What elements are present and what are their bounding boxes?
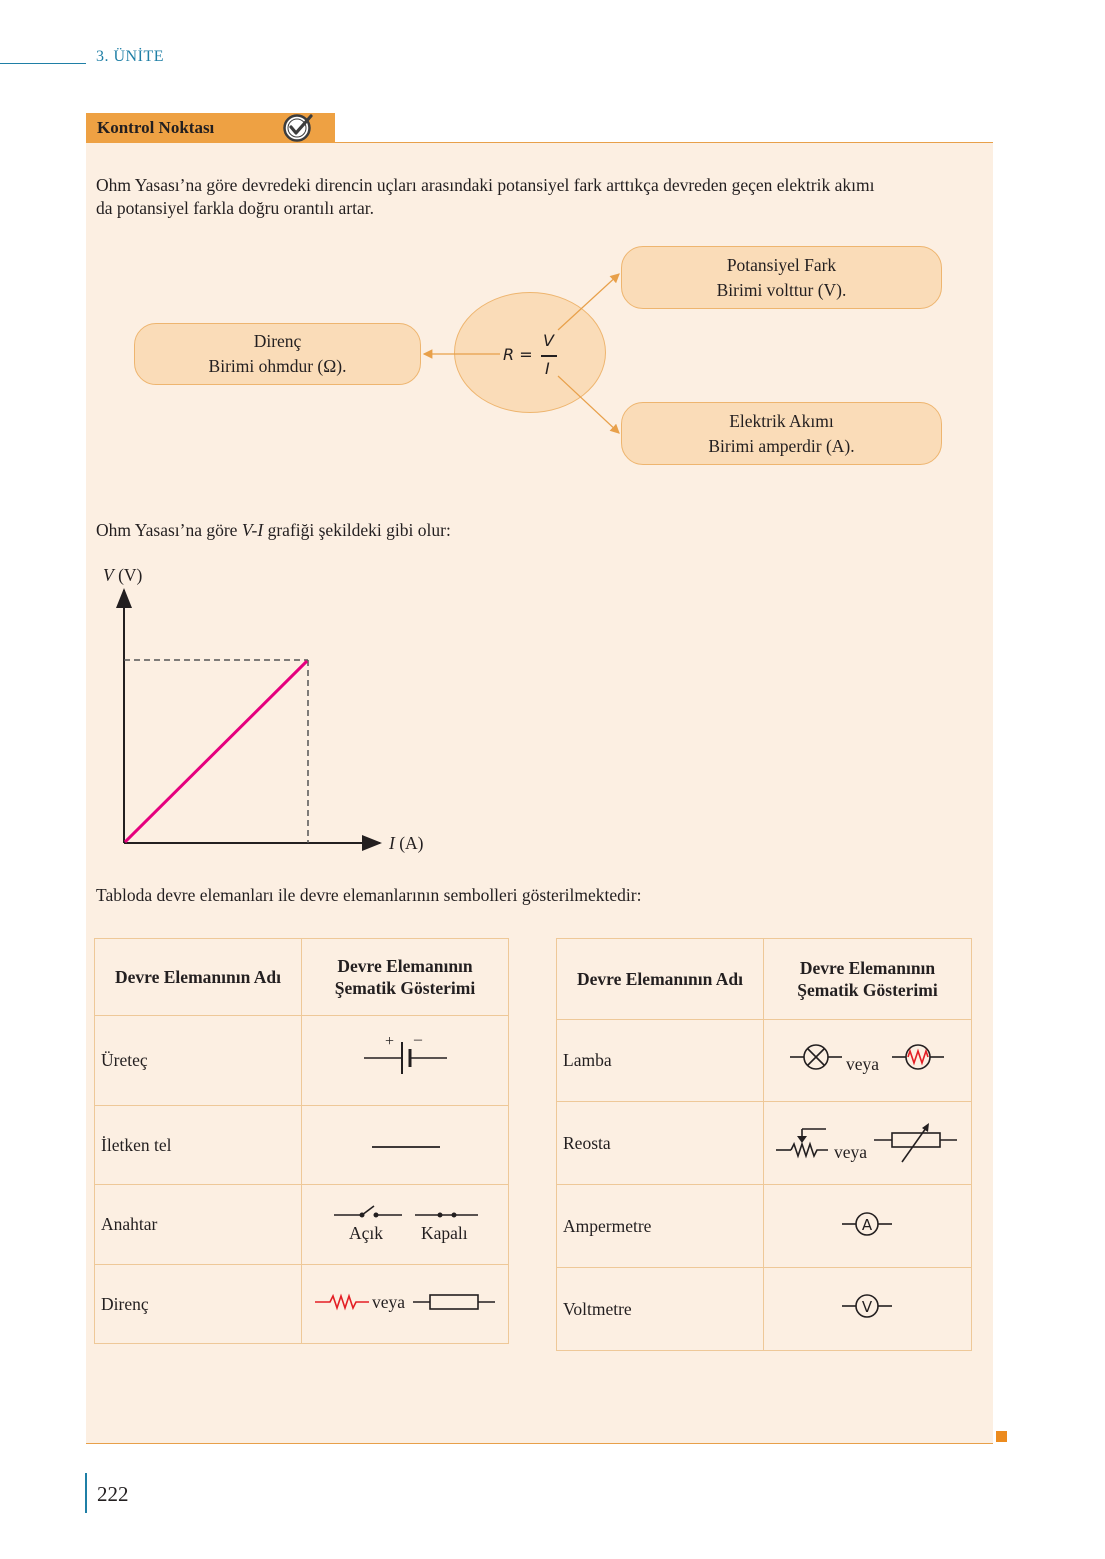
- voltmeter-letter: V: [861, 1298, 873, 1316]
- header-symbol: [764, 939, 972, 1020]
- table-row: [557, 1185, 972, 1268]
- graph-intro-italic: V-I: [241, 520, 264, 540]
- circuit-table-left: [94, 938, 509, 1344]
- table-row: [95, 1265, 509, 1344]
- x-axis-var: I: [389, 833, 395, 853]
- or-word: veya: [834, 1142, 868, 1162]
- unit-label: 3. ÜNİTE: [96, 48, 164, 65]
- header-symbol: [302, 939, 509, 1016]
- voltage-unit: Birimi volttur (V).: [716, 279, 847, 300]
- current-unit: Birimi amperdir (A).: [708, 435, 855, 456]
- ammeter-letter: A: [861, 1216, 873, 1234]
- switch-closed-label: Kapalı: [421, 1223, 468, 1243]
- vi-line: [125, 661, 307, 842]
- switch-open-label: Açık: [349, 1223, 384, 1243]
- resistance-unit: Birimi ohmdur (Ω).: [208, 356, 347, 376]
- ammeter-symbol: [764, 1185, 972, 1268]
- table-header-row: [95, 939, 509, 1016]
- lamp-icons: [764, 1020, 971, 1096]
- header-symbol-line2: Şematik Gösterimi: [797, 980, 938, 1000]
- table-header-row: [557, 939, 972, 1020]
- switch-symbols: [302, 1185, 509, 1265]
- switch-icons: [302, 1185, 508, 1259]
- battery-plus: +: [385, 1033, 395, 1050]
- corner-marker: [996, 1431, 1007, 1442]
- resistor-symbols: [302, 1265, 509, 1344]
- table-row: [557, 1020, 972, 1102]
- y-axis-var: V: [103, 565, 114, 585]
- header-name: Devre Elemanının Adı: [95, 939, 302, 1016]
- x-axis-unit: (A): [394, 833, 424, 853]
- wire-symbol: [302, 1106, 509, 1185]
- table-row: [95, 1185, 509, 1265]
- formula-numerator: V: [543, 331, 554, 350]
- row-name-resistor: Direnç: [95, 1265, 302, 1344]
- graph-intro-suffix: grafiği şekildeki gibi olur:: [263, 520, 451, 540]
- ammeter-icon: [764, 1185, 971, 1262]
- row-name-switch: Anahtar: [95, 1185, 302, 1265]
- row-name-wire: İletken tel: [95, 1106, 302, 1185]
- row-name-lamp: Lamba: [557, 1020, 764, 1102]
- intro-line-2: da potansiyel farkla doğru orantılı artar.: [96, 198, 374, 218]
- table-row: [95, 1106, 509, 1185]
- panel-bottom-rule: [86, 1443, 993, 1444]
- formula-lhs: R =: [503, 345, 533, 364]
- lamp-symbols: [764, 1020, 972, 1102]
- or-word: veya: [372, 1292, 406, 1312]
- battery-symbol: [302, 1016, 509, 1106]
- table-row: [557, 1268, 972, 1351]
- x-axis-label: [389, 833, 424, 854]
- table-intro: Tabloda devre elemanları ile devre elemanlarının sembolleri gösterilmektedir:: [96, 885, 642, 905]
- current-title: Elektrik Akımı: [729, 410, 834, 431]
- intro-line-1: Ohm Yasası’na göre devredeki direncin uçları arasındaki potansiyel fark arttıkça devreden geçen elektrik akımı: [96, 175, 875, 195]
- battery-minus: –: [414, 1031, 422, 1048]
- voltmeter-symbol: [764, 1268, 972, 1351]
- wire-icon: [302, 1106, 508, 1179]
- graph-intro-prefix: Ohm Yasası’na göre: [96, 520, 242, 540]
- control-point-title: Kontrol Noktası: [97, 118, 215, 137]
- footer-rule: [85, 1473, 87, 1513]
- page-number: 222: [97, 1482, 129, 1506]
- header-name: Devre Elemanının Adı: [557, 939, 764, 1020]
- table-row: [95, 1016, 509, 1106]
- voltmeter-icon: [764, 1268, 971, 1345]
- y-axis-label: [103, 565, 142, 586]
- formula-denominator: I: [545, 359, 550, 378]
- resistor-icons: [302, 1265, 508, 1338]
- voltage-title: Potansiyel Fark: [726, 254, 837, 275]
- row-name-voltmeter: Voltmetre: [557, 1268, 764, 1351]
- or-word: veya: [846, 1054, 880, 1074]
- y-axis-unit: (V): [113, 565, 143, 585]
- resistance-title: Direnç: [253, 331, 302, 351]
- battery-icon: [302, 1016, 508, 1100]
- rheostat-symbols: [764, 1102, 972, 1185]
- header-symbol-line1: Devre Elemanının: [337, 956, 473, 976]
- row-name-ammeter: Ampermetre: [557, 1185, 764, 1268]
- row-name-rheostat: Reosta: [557, 1102, 764, 1185]
- rheostat-icons: [764, 1102, 971, 1179]
- header-symbol-line1: Devre Elemanının: [799, 958, 936, 978]
- header-symbol-line2: Şematik Gösterimi: [334, 978, 476, 998]
- circuit-table-right: [556, 938, 972, 1351]
- table-row: [557, 1102, 972, 1185]
- row-name-battery: Üreteç: [95, 1016, 302, 1106]
